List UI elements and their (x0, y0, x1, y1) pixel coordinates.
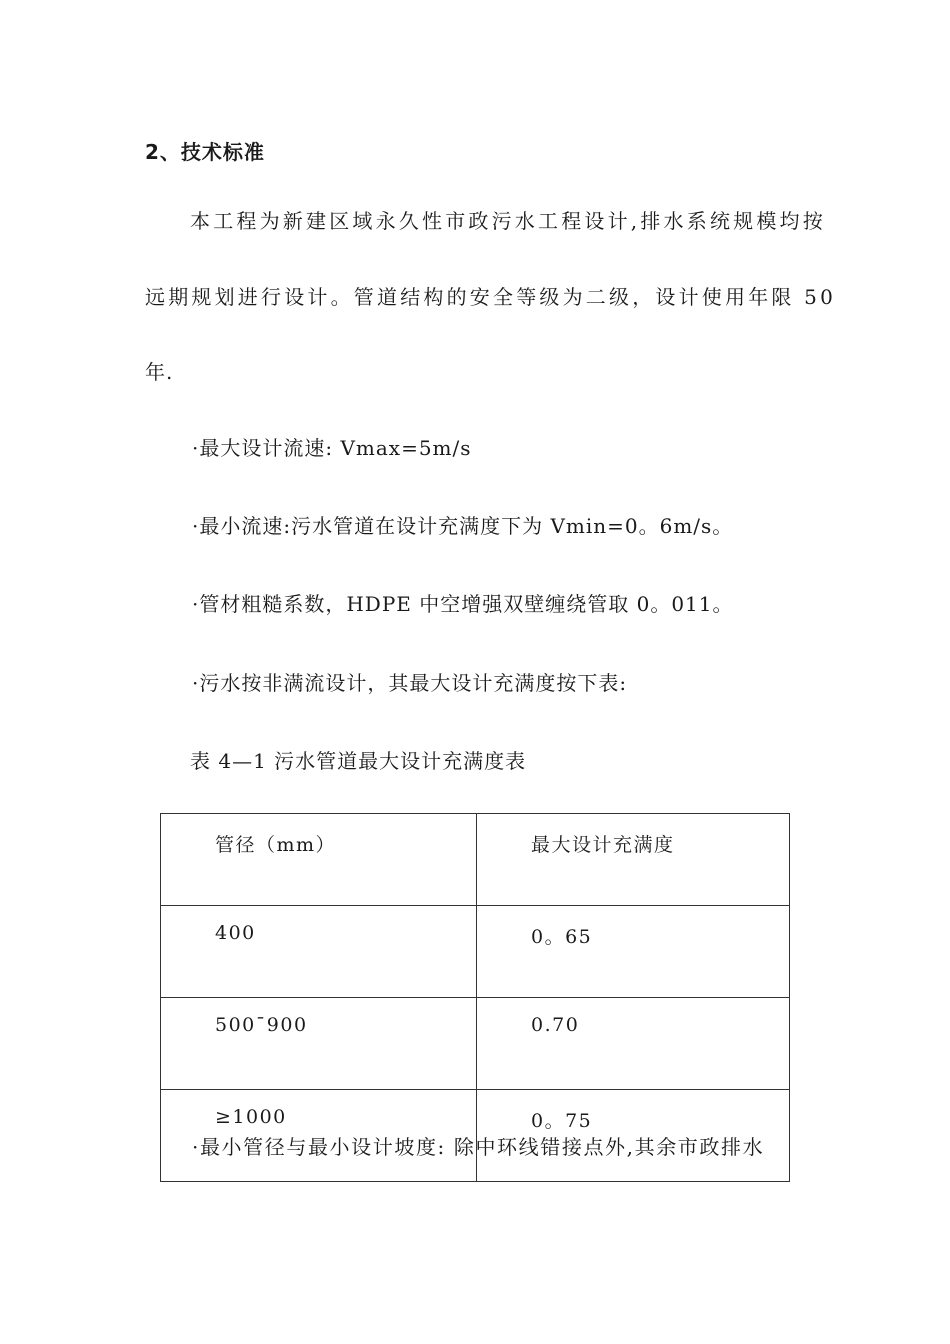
cell-fill: 0.70 (477, 998, 790, 1090)
table-row (161, 906, 790, 998)
fill-degree-table (160, 813, 790, 1182)
bullet-min-velocity: ·最小流速:污水管道在设计充满度下为 Vmin=0。6m/s。 (192, 514, 734, 538)
paragraph-line-3: 年. (145, 360, 174, 384)
table-caption: 表 4—1 污水管道最大设计充满度表 (190, 749, 527, 773)
section-heading: 2、技术标准 (145, 140, 265, 164)
paragraph-line-1: 本工程为新建区域永久性市政污水工程设计,排水系统规模均按 (190, 209, 826, 233)
header-max-fill: 最大设计充满度 (477, 814, 790, 906)
cell-diameter: ≥1000 (161, 1090, 477, 1182)
table-header-row (161, 814, 790, 906)
paragraph-line-2: 远期规划进行设计。管道结构的安全等级为二级，设计使用年限 50 (145, 285, 837, 309)
cell-diameter: 500¯900 (161, 998, 477, 1090)
cell-diameter: 400 (161, 906, 477, 998)
bullet-non-full-flow: ·污水按非满流设计，其最大设计充满度按下表: (192, 671, 628, 695)
header-pipe-diameter: 管径（mm） (161, 814, 477, 906)
bullet-min-diameter-slope: ·最小管径与最小设计坡度: 除中环线错接点外,其余市政排水 (192, 1135, 765, 1159)
bullet-max-velocity: ·最大设计流速: Vmax=5m/s (192, 436, 472, 460)
cell-fill: 0。75 (477, 1090, 790, 1182)
table-row (161, 998, 790, 1090)
bullet-roughness: ·管材粗糙系数，HDPE 中空增强双壁缠绕管取 0。011。 (192, 592, 734, 616)
cell-fill: 0。65 (477, 906, 790, 998)
